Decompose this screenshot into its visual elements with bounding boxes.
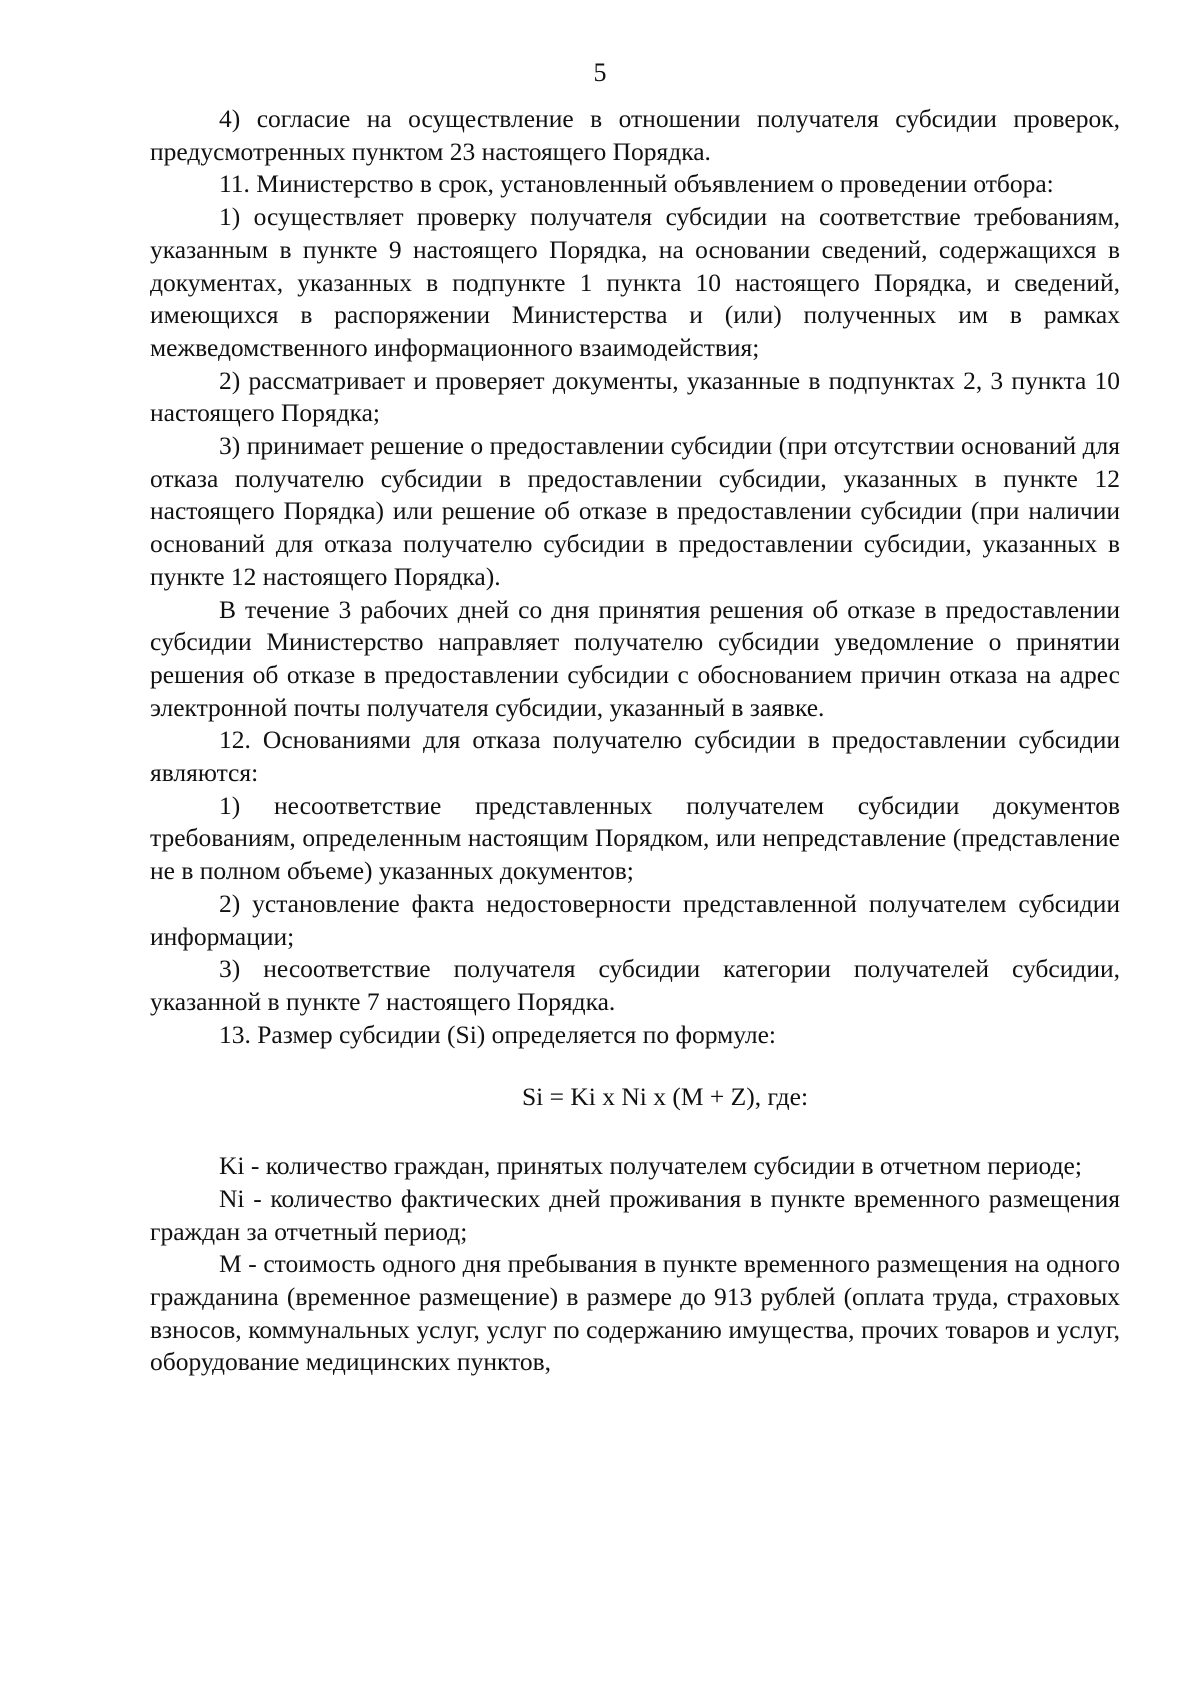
paragraph-consent-checks: 4) согласие на осуществление в отношении получателя субсидии проверок, предусмотренных пунктом 23 настоящего Порядка. xyxy=(150,104,1120,166)
paragraph-definition-ki: Ki - количество граждан, принятых получателем субсидии в отчетном периоде; xyxy=(219,1151,1082,1181)
subsidy-formula: Si = Ki x Ni x (M + Z), где: xyxy=(521,1082,809,1112)
paragraph-item-12-1: 1) несоответствие представленных получателем субсидии документов требованиям, определенным настоящим Порядком, или непредставление (представление не в полном объеме) указанных документов; xyxy=(150,790,1120,886)
paragraph-item-12: 12. Основаниями для отказа получателю субсидии в предоставлении субсидии являются: xyxy=(150,725,1120,788)
paragraph-item-11-3: 3) принимает решение о предоставлении субсидии (при отсутствии оснований для отказа получателю субсидии в предоставлении субсидии, указанных в пункте 12 настоящего Порядка) или решение об отказе в предоставлении субсидии (при наличии оснований для отказа получателю субсидии в предоставлении субсидии, указанных в пункте 12 настоящего Порядка). xyxy=(150,431,1120,591)
paragraph-item-13: 13. Размер субсидии (Si) определяется по формуле: xyxy=(219,1019,777,1049)
paragraph-item-12-3: 3) несоответствие получателя субсидии категории получателей субсидии, указанной в пункте 7 настоящего Порядка. xyxy=(150,954,1120,1016)
document-body xyxy=(150,103,1120,1379)
paragraph-definition-m: М - стоимость одного дня пребывания в пункте временного размещения на одного гражданина (временное размещение) в размере до 913 рублей (оплата труда, страховых взносов, коммунальных услуг, услуг по содержанию имущества, прочих товаров и услуг, оборудование медицинских пунктов, xyxy=(150,1249,1120,1377)
paragraph-definition-ni: Ni - количество фактических дней проживания в пункте временного размещения граждан за отчетный период; xyxy=(150,1183,1120,1246)
paragraph-refusal-notice: В течение 3 рабочих дней со дня принятия решения об отказе в предоставлении субсидии Министерство направляет получателю субсидии уведомление о принятии решения об отказе в предоставлении субсидии с обоснованием причин отказа на адрес электронной почты получателя субсидии, указанный в заявке. xyxy=(150,594,1120,722)
paragraph-item-11-2: 2) рассматривает и проверяет документы, указанные в подпунктах 2, 3 пункта 10 настоящего Порядка; xyxy=(150,365,1120,428)
paragraph-item-11: 11. Министерство в срок, установленный объявлением о проведении отбора: xyxy=(219,169,1054,199)
paragraph-item-12-2: 2) установление факта недостоверности представленной получателем субсидии информации; xyxy=(150,888,1120,951)
paragraph-item-11-1: 1) осуществляет проверку получателя субсидии на соответствие требованиям, указанным в пункте 9 настоящего Порядка, на основании сведений, содержащихся в документах, указанных в подпункте 1 пункта 10 настоящего Порядка, и сведений, имеющихся в распоряжении Министерства и (или) полученных им в рамках межведомственного информационного взаимодействия; xyxy=(150,202,1120,362)
page-number: 5 xyxy=(593,58,607,87)
